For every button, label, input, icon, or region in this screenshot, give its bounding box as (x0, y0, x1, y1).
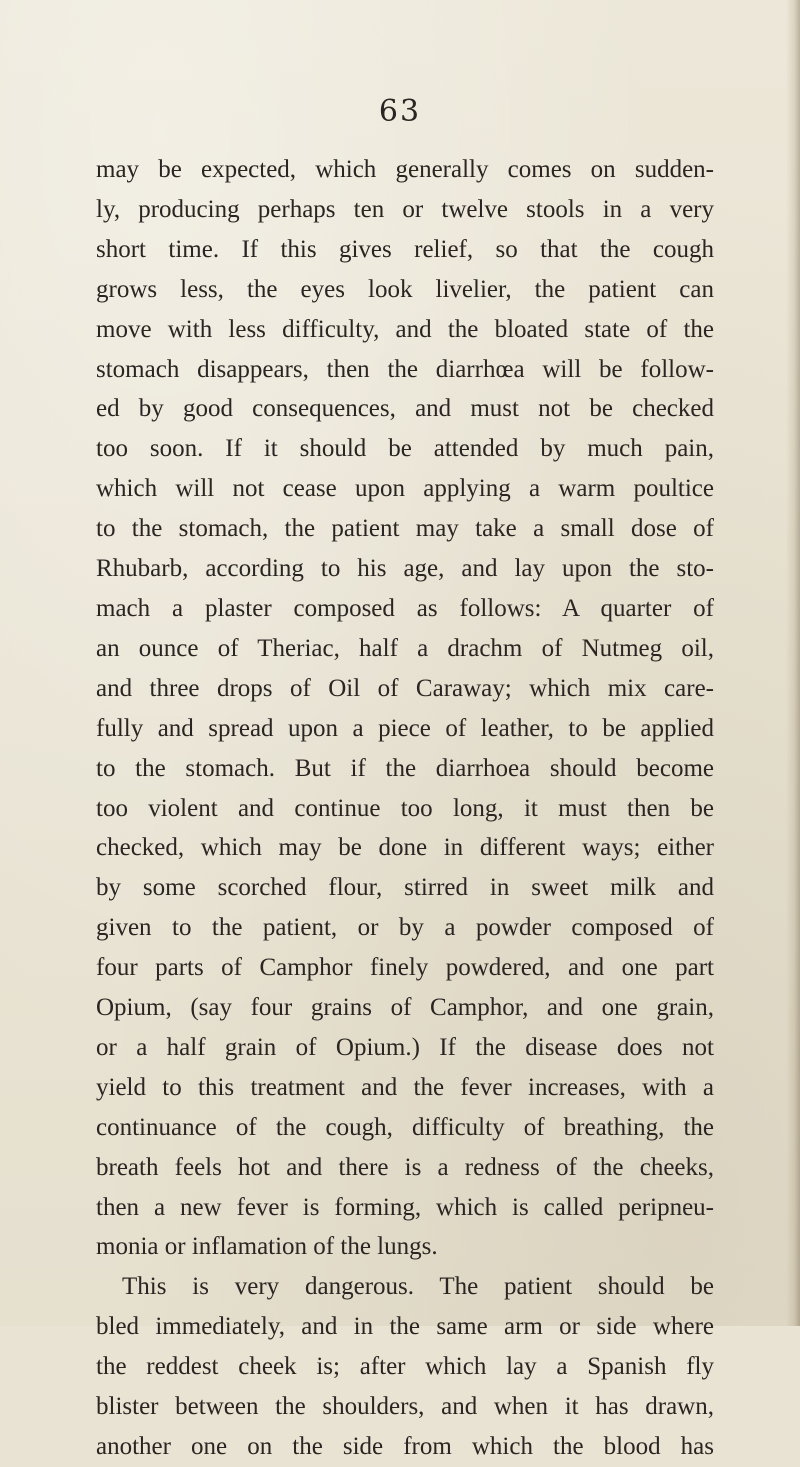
text-line: which will not cease upon applying a warm poultice (96, 475, 714, 503)
text-line: Rhubarb, according to his age, and lay upon the sto- (96, 555, 714, 583)
text-line: and three drops of Oil of Caraway; which mix care- (96, 674, 714, 702)
text-line: or a half grain of Opium.) If the disease does not (96, 1033, 714, 1061)
text-line: fully and spread upon a piece of leather, to be applied (96, 714, 714, 742)
text-line: continuance of the cough, difficulty of breathing, the (96, 1113, 714, 1141)
text-line: bled immediately, and in the same arm or side where (96, 1313, 714, 1341)
text-line: grows less, the eyes look livelier, the patient can (96, 275, 714, 303)
text-line: too soon. If it should be attended by much pain, (96, 435, 714, 463)
text-line: may be expected, which generally comes on sudden- (96, 156, 714, 183)
text-line: ed by good consequences, and must not be checked (96, 395, 714, 423)
text-line: This is very dangerous. The patient should be (122, 1273, 714, 1301)
page-edge-shadow (786, 0, 800, 1326)
text-line: to the stomach, the patient may take a small dose of (96, 515, 714, 543)
text-line: move with less difficulty, and the bloated state of the (96, 315, 714, 343)
body-text (96, 150, 714, 1467)
text-line: to the stomach. But if the diarrhoea should become (96, 754, 714, 782)
text-line: blister between the shoulders, and when it has drawn, (96, 1393, 714, 1421)
text-line: Opium, (say four grains of Camphor, and one grain, (96, 994, 714, 1022)
text-line: another one on the side from which the blood has (96, 1433, 714, 1460)
page-number: 63 (378, 94, 422, 129)
text-line: ly, producing perhaps ten or twelve stools in a very (96, 195, 714, 223)
text-line: four parts of Camphor finely powdered, and one part (96, 954, 714, 982)
text-line: yield to this treatment and the fever increases, with a (96, 1073, 714, 1101)
text-line: given to the patient, or by a powder composed of (96, 914, 714, 942)
text-line: too violent and continue too long, it must then be (96, 794, 714, 822)
text-line: an ounce of Theriac, half a drachm of Nutmeg oil, (96, 634, 714, 662)
text-line: monia or inflamation of the lungs. (96, 1233, 438, 1261)
text-line: the reddest cheek is; after which lay a Spanish fly (96, 1353, 714, 1381)
text-line: then a new fever is forming, which is called peripneu- (96, 1193, 714, 1221)
text-line: checked, which may be done in different ways; either (96, 834, 714, 862)
text-line: mach a plaster composed as follows: A quarter of (96, 594, 714, 622)
text-line: stomach disappears, then the diarrhœa will be follow- (96, 355, 714, 383)
text-line: by some scorched flour, stirred in sweet milk and (96, 874, 714, 902)
text-line: short time. If this gives relief, so that the cough (96, 235, 714, 263)
text-line: breath feels hot and there is a redness of the cheeks, (96, 1153, 714, 1181)
